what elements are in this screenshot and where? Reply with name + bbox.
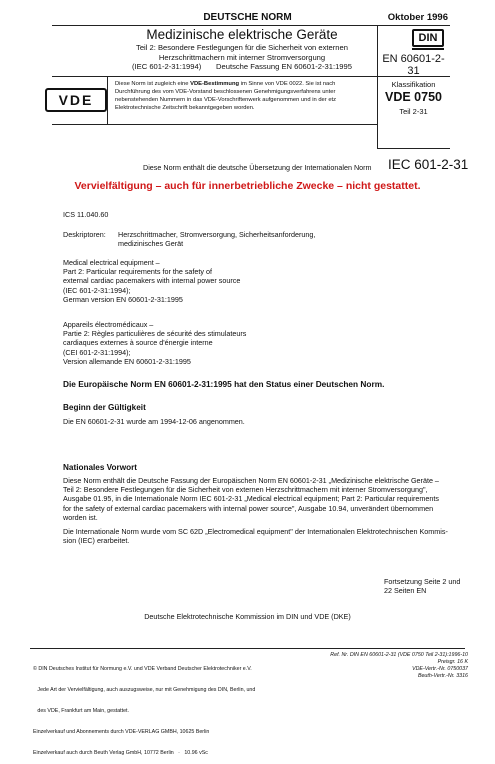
continuation-line: Fortsetzung Seite 2 und: [384, 577, 461, 586]
footer-left: [33, 652, 255, 764]
descriptors-label: Deskriptoren:: [63, 230, 106, 239]
status-statement: Die Europäische Norm EN 60601-2-31:1995 hat den Status einer Deutschen Norm.: [63, 379, 385, 389]
vde-logo: VDE: [45, 88, 107, 112]
subtitle-line: Herzschrittmachern mit interner Stromversorgung: [158, 52, 326, 62]
validity-text: Die EN 60601-2-31 wurde am 1994-12-06 angenommen.: [63, 417, 245, 426]
copy-warning: Vervielfältigung – auch für innerbetriebliche Zwecke – nicht gestattet.: [74, 180, 421, 192]
vde-logo-divider: [107, 76, 108, 124]
descriptors-values: [118, 230, 315, 248]
validity-heading: Beginn der Gültigkeit: [63, 403, 146, 412]
foreword-line: for the safety of external cardiac pacemakers with internal power source", Ausgabe 10.94, unverändert übernommen: [63, 503, 434, 513]
foreword-line: worden ist.: [63, 512, 98, 522]
footer-left-line: des VDE, Frankfurt am Main, gestattet.: [33, 708, 129, 714]
issue-date: Oktober 1996: [387, 12, 448, 23]
national-foreword-para1: [63, 476, 438, 522]
vde-notice-bold: VDE-Bestimmung: [190, 81, 240, 87]
footer-left-line: Jede Art der Vervielfältigung, auch auszugsweise, nur mit Genehmigung des DIN, Berlin, und: [33, 687, 256, 693]
vde-notice-line: nebenstehenden Nummern in das VDE-Vorschriftenwerk aufgenommen und in der etz: [115, 97, 337, 103]
foreword-line: Die Internationale Norm wurde vom SC 62D „Electromedical equipment" der Internationalen Elektrotechnischen Kommis-: [63, 527, 448, 536]
foreword-line: sion (IEC) erarbeitet.: [63, 536, 130, 546]
document-subtitle: [107, 43, 377, 72]
footer-beuth-distribution: Beuth-Vertr.-Nr. 3316: [417, 673, 468, 679]
subtitle-line: (IEC 601-2-31:1994) Deutsche Fassung EN 60601-2-31:1995: [132, 62, 352, 72]
classification-label: Klassifikation: [391, 80, 436, 89]
vde-notice: [115, 80, 373, 112]
continuation-note: [384, 577, 460, 595]
descriptor-line: Herzschrittmacher, Stromversorgung, Sicherheitsanforderung,: [118, 230, 316, 239]
footer-rule: [30, 648, 465, 649]
footer-left-line: Einzelverkauf auch durch Beuth Verlag GmbH, 10772 Berlin · 10.96 vSc: [33, 750, 208, 756]
subtitle-line: Teil 2: Besondere Festlegungen für die Sicherheit von externen: [136, 43, 348, 52]
norm-number: EN 60601-2-31: [382, 53, 445, 77]
french-title-line: Appareils électromédicaux –: [63, 320, 154, 329]
classification-rule: [377, 148, 450, 149]
footer-price-group: Preisgr. 16 K: [437, 659, 468, 665]
french-title-line: Partie 2: Règles particulières de sécurité des stimulateurs: [63, 329, 247, 339]
footer-right: [330, 652, 468, 680]
descriptor-line: medizinisches Gerät: [118, 239, 184, 249]
top-rule: [52, 25, 450, 26]
classification-part: Teil 2-31: [399, 107, 428, 116]
english-title-line: Medical electrical equipment –: [63, 258, 160, 267]
foreword-line: Ausgabe 01.95, in die Internationale Norm IEC 601-2-31 „Medical electrical equipment; Part 2: Particular requirements: [63, 494, 439, 504]
english-title: [63, 258, 240, 304]
english-title-line: Part 2: Particular requirements for the safety of: [63, 267, 213, 277]
iec-number: IEC 601-2-31: [388, 157, 469, 172]
vde-notice-line: im Sinne von VDE 0022. Sie ist nach: [239, 81, 336, 87]
document-title: Medizinische elektrische Geräte: [146, 27, 338, 42]
english-title-line: German version EN 60601-2-31:1995: [63, 294, 183, 304]
ics-code: ICS 11.040.60: [63, 210, 109, 219]
vde-block-rule: [52, 124, 377, 125]
classification-number: VDE 0750: [385, 90, 442, 104]
french-title: [63, 320, 246, 366]
foreword-line: Diese Norm enthält die Deutsche Fassung der Europäischen Norm EN 60601-2-31 „Medizinische elektrische Geräte –: [63, 476, 439, 485]
french-title-line: (CEI 601-2-31:1994);: [63, 347, 131, 357]
standard-label: DEUTSCHE NORM: [203, 12, 292, 23]
vde-notice-line: Elektrotechnische Zeitschrift bekanntgegeben worden.: [115, 105, 255, 111]
french-title-line: Version allemande EN 60601-2-31:1995: [63, 356, 191, 366]
committee-name: Deutsche Elektrotechnische Kommission im DIN und VDE (DKE): [144, 612, 351, 621]
english-title-line: external cardiac pacemakers with internal power source: [63, 276, 241, 286]
foreword-line: Teil 2: Besondere Festlegungen für die Sicherheit von externen Herzschrittmachern mit interner Stromversorgung",: [63, 485, 428, 495]
footer-left-line: Einzelverkauf und Abonnements durch VDE-VERLAG GMBH, 10625 Berlin: [33, 729, 210, 735]
din-logo: DIN: [412, 29, 444, 47]
vde-notice-line: Durchführung des vom VDE-Vorstand beschlossenen Genehmigungsverfahrens unter: [115, 89, 336, 95]
translation-statement: Diese Norm enthält die deutsche Übersetzung der Internationalen Norm: [143, 163, 372, 172]
french-title-line: cardiaques externes à source d'énergie interne: [63, 338, 213, 348]
national-foreword-para2: [63, 527, 448, 545]
footer-ref-number: Ref. Nr. DIN EN 60601-2-31 (VDE 0750 Teil 2-31):1996-10: [330, 652, 468, 658]
continuation-line: 22 Seiten EN: [384, 586, 427, 596]
footer-vde-distribution: VDE-Vertr.-Nr. 0750037: [412, 666, 468, 672]
english-title-line: (IEC 601-2-31:1994);: [63, 285, 131, 295]
vde-notice-prefix: Diese Norm ist zugleich eine: [115, 81, 191, 87]
footer-left-line: © DIN Deutsches Institut für Normung e.V. und VDE Verband Deutscher Elektrotechniker e.V.: [33, 666, 252, 672]
national-foreword-heading: Nationales Vorwort: [63, 463, 138, 472]
